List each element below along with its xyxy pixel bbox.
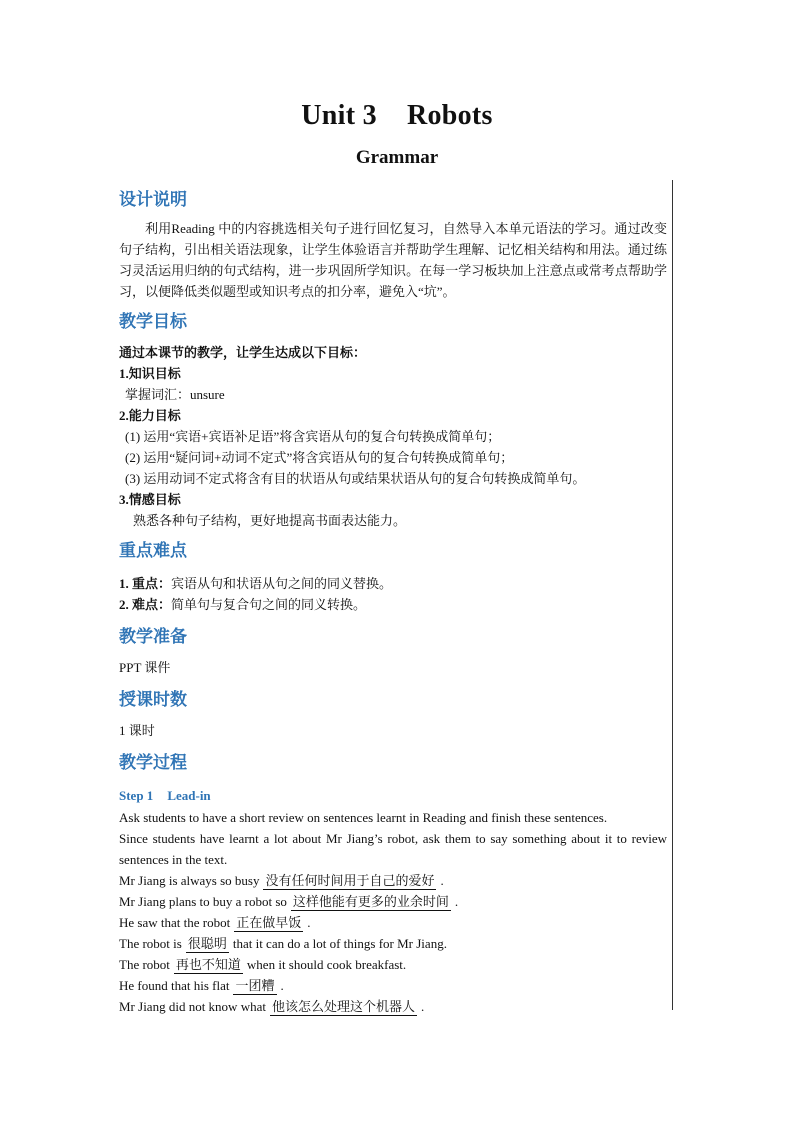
sentence-after: that it can do a lot of things for Mr Jiang. bbox=[232, 936, 447, 951]
step-label: Step 1 bbox=[119, 788, 154, 803]
sentence-line bbox=[119, 975, 667, 996]
heading-keypoints: 重点难点 bbox=[119, 541, 187, 561]
content-area bbox=[119, 186, 667, 1017]
sentence-after: when it should cook breakfast. bbox=[246, 957, 407, 972]
knowledge-title: 1.知识目标 bbox=[119, 366, 181, 381]
sentence-after: . bbox=[440, 873, 444, 888]
emotion-title: 3.情感目标 bbox=[119, 492, 181, 507]
sentence-line bbox=[119, 912, 667, 933]
sentence-after: . bbox=[280, 978, 284, 993]
sentence-before: The robot bbox=[119, 957, 170, 972]
time-text: 1 课时 bbox=[119, 723, 155, 738]
heading-time: 授课时数 bbox=[119, 690, 187, 710]
ability-item: (1) 运用“宾语+宾语补足语”将含宾语从句的复合句转换成简单句； bbox=[125, 429, 501, 444]
step-name: Lead-in bbox=[167, 788, 211, 803]
heading-design: 设计说明 bbox=[119, 190, 187, 210]
sentence-after: . bbox=[454, 894, 459, 909]
prep-text: PPT 课件 bbox=[119, 660, 171, 675]
sentence-line bbox=[119, 870, 667, 891]
design-text: 利用Reading 中的内容挑选相关句子进行回忆复习，自然导入本单元语法的学习。通过改变句子结构，引出相关语法现象，让学生体验语言并帮助学生理解、记忆相关结构和用法。通过练习灵活运用归纳的句式结构，进一步巩固所学知识。在每一学习板块加上注意点或常考点帮助学习，以便降低类似题型或知识考点的扣分率，避免入“坑”。 bbox=[119, 221, 667, 299]
heading-prep: 教学准备 bbox=[119, 627, 187, 647]
keypoint-text: 简单句与复合句之间的同义转换。 bbox=[171, 597, 367, 612]
title-topic: Robots bbox=[406, 100, 493, 131]
sentence-line bbox=[119, 933, 667, 954]
sentence-line bbox=[119, 996, 667, 1017]
sentence-before: He found that his flat bbox=[119, 978, 230, 993]
answer-blank: 这样他能有更多的业余时间 bbox=[292, 894, 449, 909]
ability-item: (2) 运用“疑问词+动词不定式”将含宾语从句的复合句转换成简单句； bbox=[125, 450, 514, 465]
answer-blank: 没有任何时间用于自己的爱好 bbox=[265, 873, 435, 888]
goals-intro: 通过本课节的教学，让学生达成以下目标： bbox=[119, 345, 367, 360]
knowledge-text: 掌握词汇：unsure bbox=[125, 387, 225, 402]
keypoint-label: 2. 难点： bbox=[119, 597, 172, 612]
keypoint-label: 1. 重点： bbox=[119, 576, 172, 591]
ability-title: 2.能力目标 bbox=[119, 408, 181, 423]
sentence-after: . bbox=[307, 915, 311, 930]
answer-blank: 正在做早饭 bbox=[236, 915, 302, 930]
margin-line bbox=[672, 180, 673, 1010]
title-unit: Unit 3 bbox=[301, 100, 377, 131]
page-subtitle: Grammar bbox=[355, 147, 439, 168]
heading-goals: 教学目标 bbox=[119, 312, 187, 332]
keypoint-text: 宾语从句和状语从句之间的同义替换。 bbox=[171, 576, 393, 591]
ability-item: (3) 运用动词不定式将含有目的状语从句或结果状语从句的复合句转换成简单句。 bbox=[125, 471, 586, 486]
sentence-before: Mr Jiang did not know what bbox=[119, 999, 266, 1014]
sentence-line bbox=[119, 891, 667, 912]
sentence-before: He saw that the robot bbox=[119, 915, 231, 930]
keypoint-item bbox=[119, 594, 667, 615]
process-para: Since students have learnt a lot about Mr Jiang’s robot, ask them to say something about it to review sentences in the text. bbox=[119, 831, 667, 867]
sentence-line bbox=[119, 954, 667, 975]
sentence-before: The robot is bbox=[119, 936, 182, 951]
sentence-before: Mr Jiang is always so busy bbox=[119, 873, 260, 888]
keypoint-item bbox=[119, 573, 667, 594]
process-para: Ask students to have a short review on sentences learnt in Reading and finish these sentences. bbox=[119, 810, 608, 825]
sentence-list bbox=[119, 870, 667, 1017]
answer-blank: 一团糟 bbox=[235, 978, 275, 993]
sentence-after: . bbox=[420, 999, 425, 1014]
answer-blank: 他该怎么处理这个机器人 bbox=[271, 999, 415, 1014]
heading-process: 教学过程 bbox=[119, 753, 187, 773]
answer-blank: 很聪明 bbox=[187, 936, 227, 951]
page-title bbox=[0, 100, 794, 132]
answer-blank: 再也不知道 bbox=[175, 957, 241, 972]
emotion-text: 熟悉各种句子结构，更好地提高书面表达能力。 bbox=[133, 513, 407, 528]
step-title bbox=[119, 785, 667, 807]
sentence-before: Mr Jiang plans to buy a robot so bbox=[119, 894, 287, 909]
